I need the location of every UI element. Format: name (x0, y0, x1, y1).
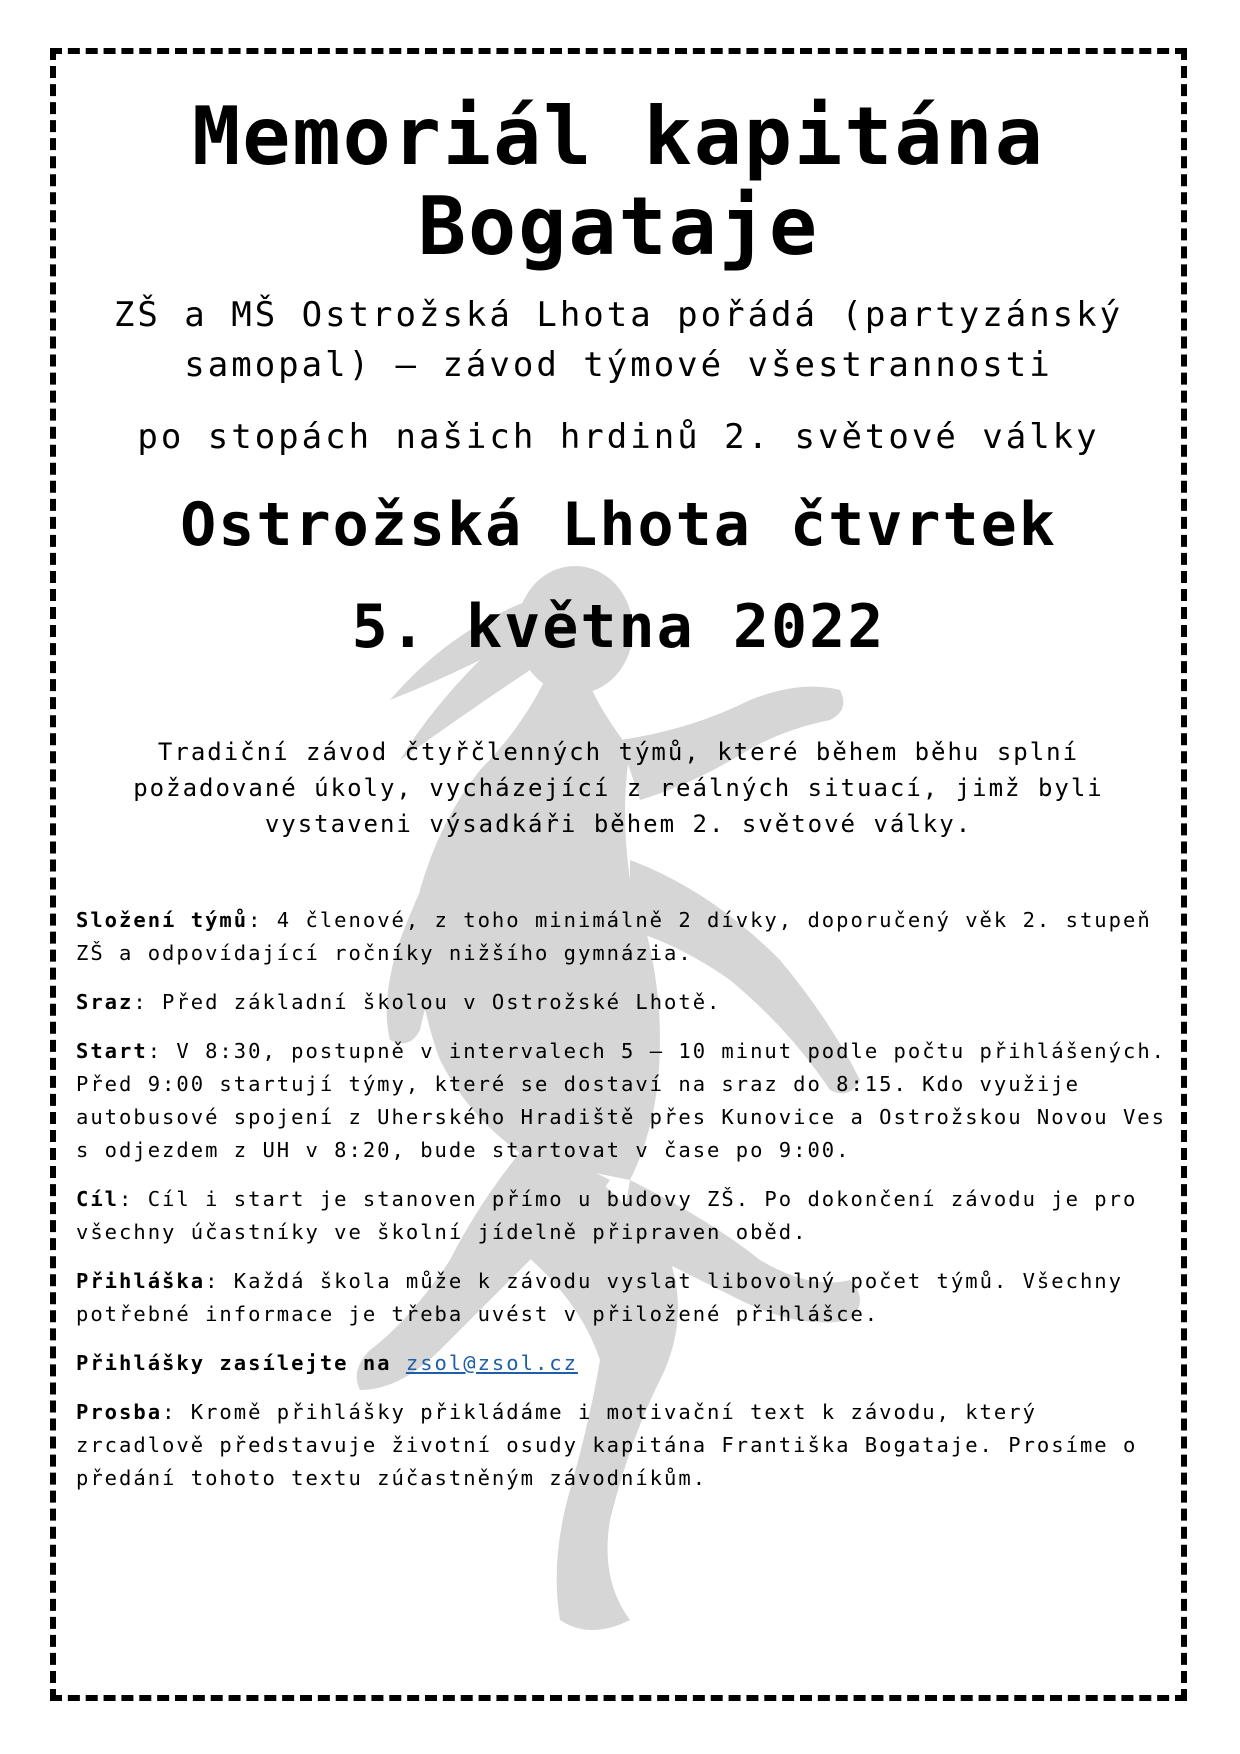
finish-text: : Cíl i start je stanoven přímo u budovy ZŠ. Po dokončení závodu je pro všechny účastníky ve školní jídelně připraven oběd. (76, 1187, 1138, 1244)
event-place: Ostrožská Lhota čtvrtek (180, 490, 1057, 560)
application-text: : Každá škola může k závodu vyslat libovolný počet týmů. Všechny potřebné informace je třeba uvést v přiložené přihlášce. (76, 1269, 1123, 1326)
start-text: : V 8:30, postupně v intervalech 5 – 10 minut podle počtu přihlášených. Před 9:00 startují týmy, které se dostaví na sraz do 8:15. Kdo využije autobusové spojení z Uherského Hradiště přes Kunovice a Ostrožskou Novou Ves s odjezdem z UH v 8:20, bude startovat v čase po 9:00. (76, 1039, 1167, 1162)
send-label: Přihlášky zasílejte na (76, 1351, 392, 1375)
organizer-line-2: samopal) – závod týmové všestrannosti (184, 345, 1053, 385)
request-text: : Kromě přihlášky přikládáme i motivační text k závodu, který zrcadlově představuje životní osudy kapitána Františka Bogataje. Prosíme o předání tohoto textu zúčastněným závodníkům. (76, 1400, 1138, 1490)
email-link[interactable]: zsol@zsol.cz (405, 1351, 578, 1375)
organizer-line-1: ZŠ a MŠ Ostrožská Lhota pořádá (partyzánský (113, 295, 1124, 335)
title-line-1: Memoriál kapitána (192, 90, 1045, 183)
details-section (76, 904, 1166, 1495)
organizer-text (56, 290, 1181, 390)
flyer-content (56, 54, 1181, 1511)
team-text: : 4 členové, z toho minimálně 2 dívky, doporučený věk 2. stupeň ZŠ a odpovídající ročníky nižšího gymnázia. (76, 908, 1152, 965)
tagline: po stopách našich hrdinů 2. světové války (137, 417, 1100, 457)
meet-label: Sraz (76, 990, 134, 1014)
event-date: 5. května 2022 (351, 592, 886, 662)
meet-text: : Před základní školou v Ostrožské Lhotě. (133, 990, 722, 1014)
start-info (76, 1035, 1166, 1167)
start-label: Start (76, 1039, 148, 1063)
meeting-point (76, 986, 1166, 1019)
finish-label: Cíl (76, 1187, 120, 1211)
application-info (76, 1265, 1166, 1331)
request-label: Prosba (76, 1400, 163, 1424)
team-composition (76, 904, 1166, 970)
team-label: Složení týmů (76, 908, 249, 932)
finish-info (76, 1183, 1166, 1249)
application-label: Přihláška (76, 1269, 206, 1293)
intro-paragraph: Tradiční závod čtyřčlenných týmů, které během běhu splní požadované úkoly, vycházející z reálných situací, jimž byli vystaveni výsadkáři během 2. světové války. (133, 738, 1104, 838)
request-info (76, 1396, 1166, 1495)
event-title (56, 92, 1181, 272)
send-applications (76, 1347, 1166, 1380)
title-line-2: Bogataje (417, 180, 820, 273)
